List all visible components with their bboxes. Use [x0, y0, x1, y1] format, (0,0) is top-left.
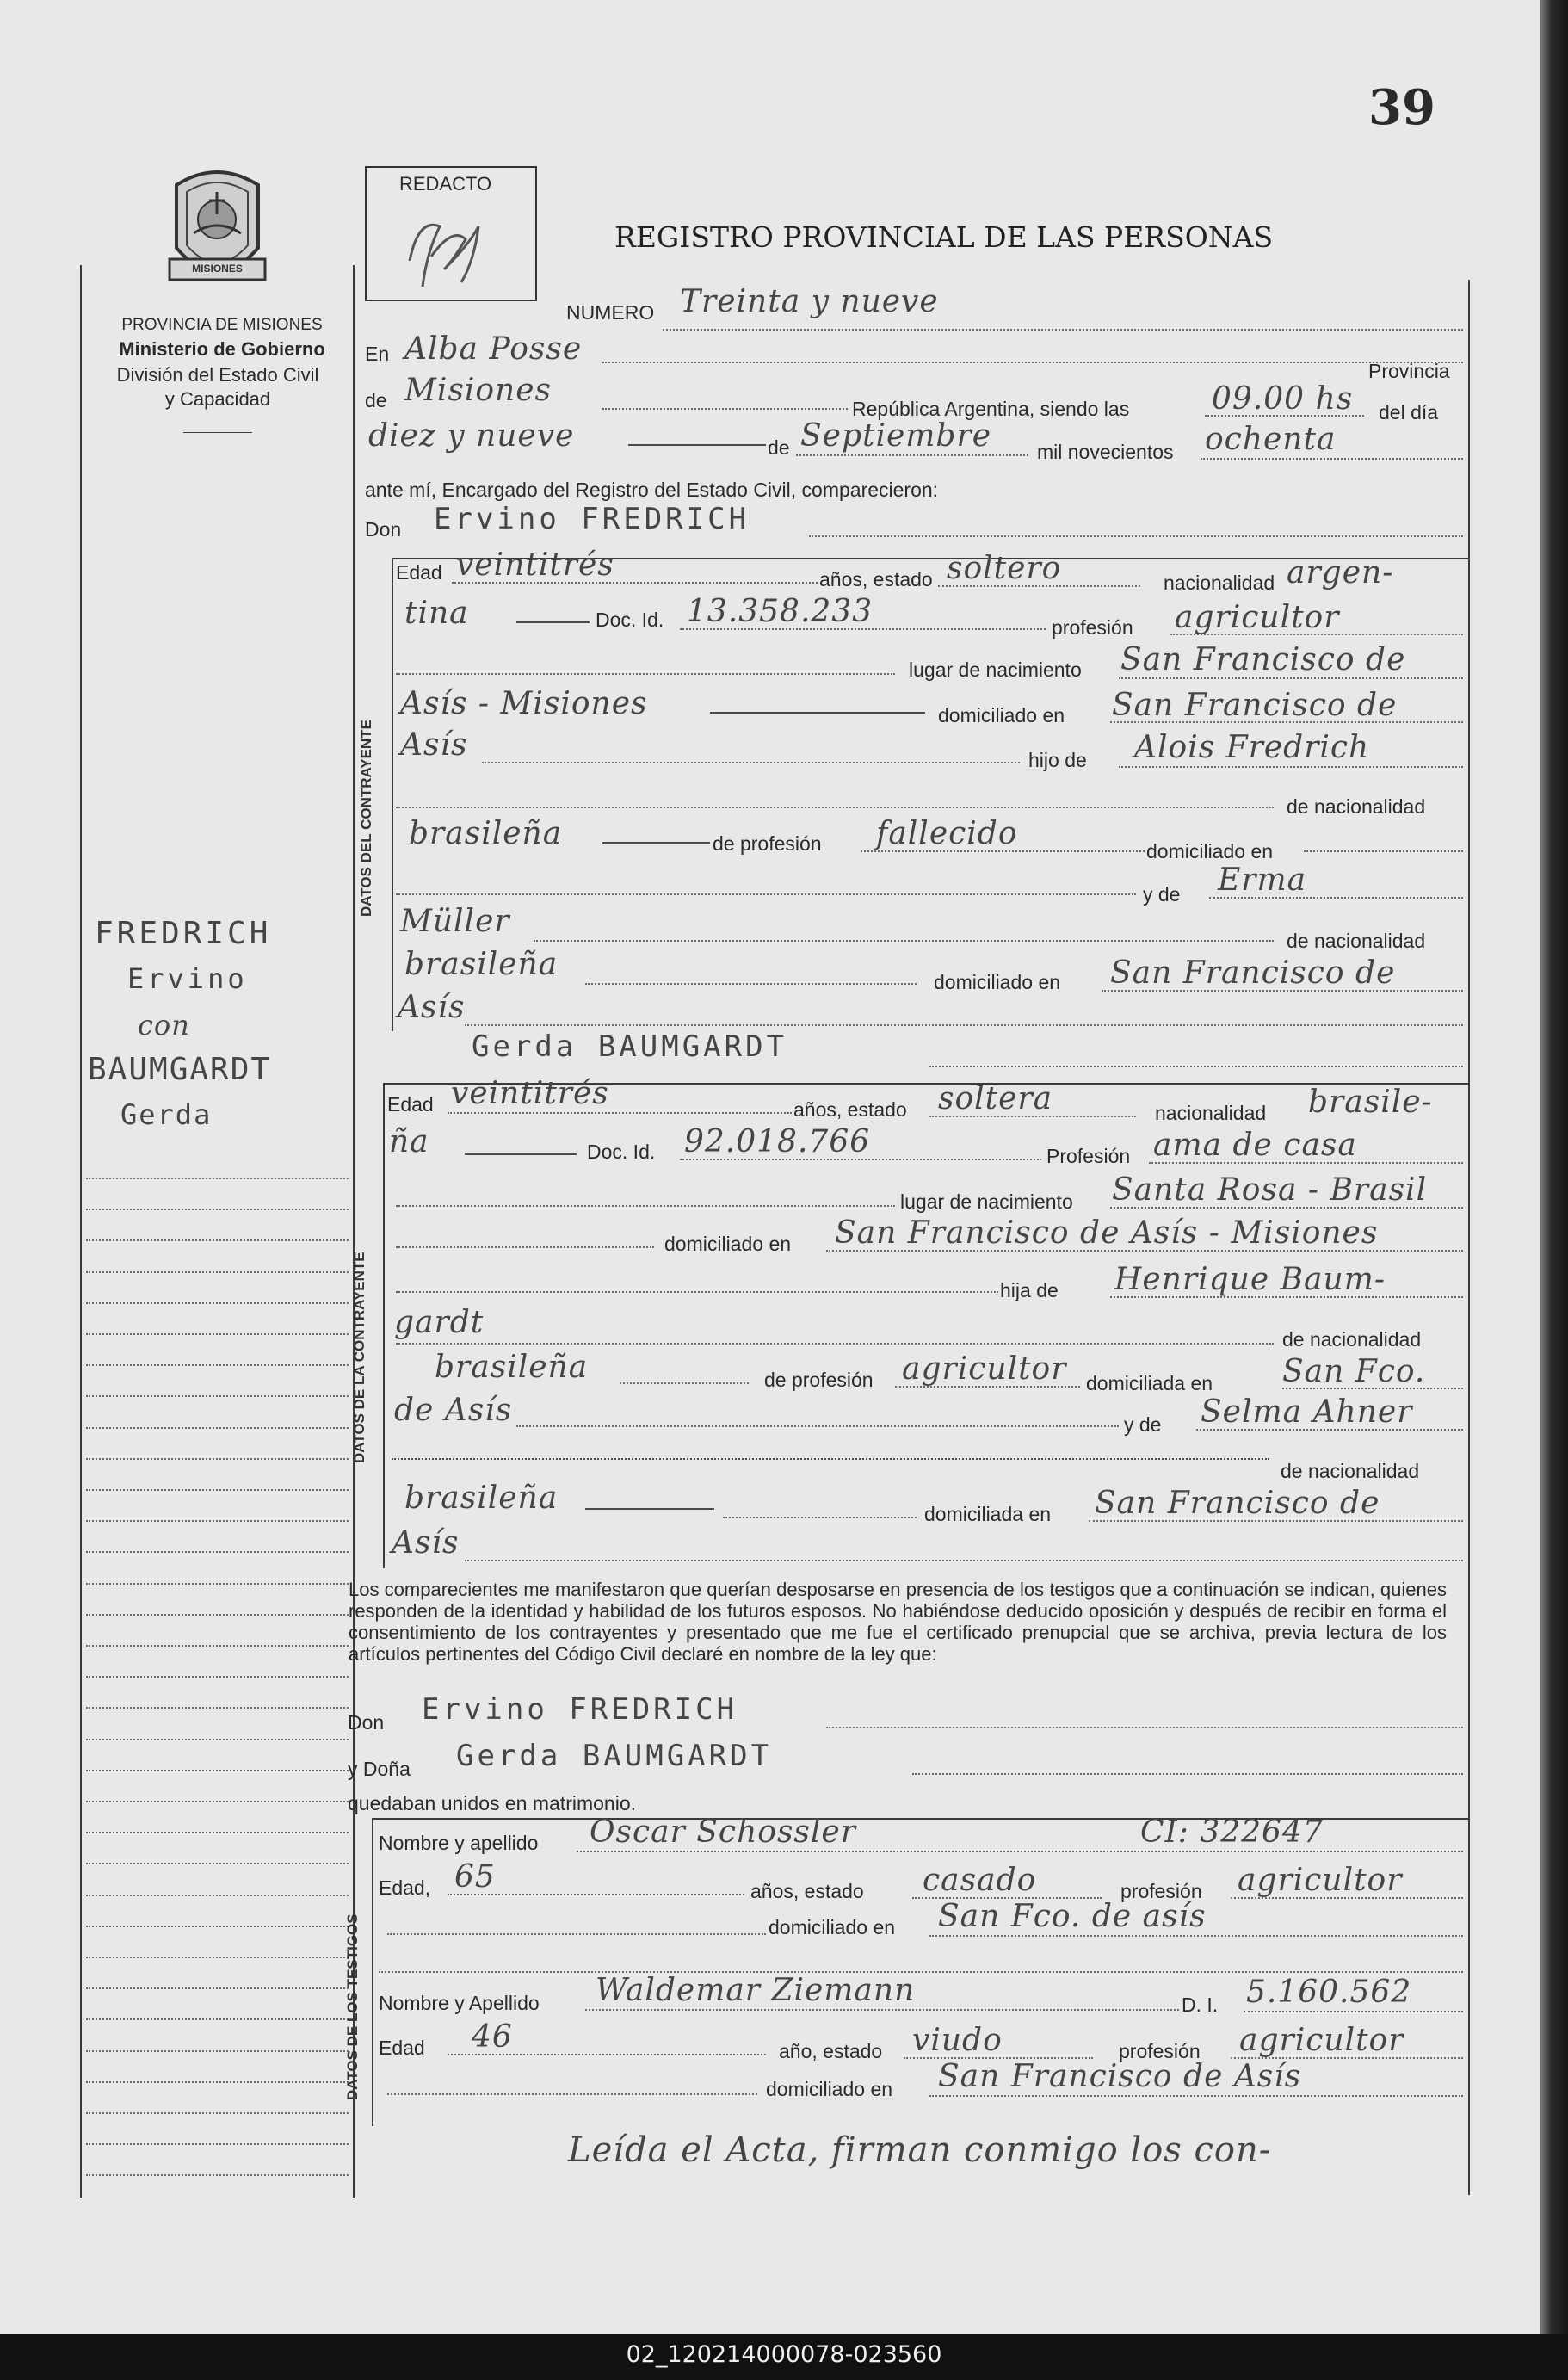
footer-bar	[0, 2334, 1568, 2380]
margin-ruled-line	[86, 2143, 349, 2145]
de-mes-label: de	[768, 436, 790, 459]
margin-ruled-line	[86, 1895, 349, 1896]
domicilio-value: San Francisco de	[1112, 688, 1398, 723]
f-madre-value: Selma Ahner	[1201, 1394, 1413, 1430]
fill-line	[396, 807, 1274, 808]
fill-line	[602, 362, 1463, 363]
t1-edad-label: Edad,	[379, 1876, 431, 1899]
page-number: 39	[1368, 79, 1435, 136]
division-header: División del Estado Civil	[116, 364, 319, 386]
dia-value: diez y nueve	[368, 418, 575, 454]
margin-ruled-line	[86, 1271, 349, 1273]
fill-line	[1110, 1296, 1463, 1298]
f-de-profesion-label: de profesión	[764, 1369, 874, 1391]
t1-estado-value: casado	[923, 1863, 1037, 1898]
f-madre-dom-value: San Francisco de	[1095, 1486, 1380, 1521]
de-profesion-label: de profesión	[713, 832, 822, 855]
estado-value: soltero	[947, 551, 1062, 586]
hijo-label: hijo de	[1028, 749, 1087, 771]
fill-line	[387, 1933, 766, 1935]
fill-line	[929, 1066, 1463, 1067]
fill-line	[379, 1971, 1463, 1973]
margin-ruled-line	[86, 1239, 349, 1241]
republica-label: República Argentina, siendo las	[852, 398, 1130, 420]
margin-ruled-line	[86, 1707, 349, 1709]
fill-line	[396, 1291, 998, 1293]
contrayente-side-label: DATOS DEL CONTRAYENTE	[358, 720, 374, 917]
left-column-border	[80, 265, 82, 2198]
margin-ruled-line	[86, 1520, 349, 1522]
margin-ruled-line	[86, 1458, 349, 1460]
nacionalidad-value-cont: tina	[404, 596, 469, 631]
fill-line	[534, 940, 1274, 942]
f-madre-dom-value-cont: Asís	[392, 1525, 460, 1561]
fill-line	[1119, 766, 1463, 768]
margin-ruled-line	[86, 1957, 349, 1958]
t1-edad-value: 65	[454, 1859, 496, 1895]
f-doc-value: 92.018.766	[684, 1124, 871, 1159]
t1-ci-value: CI: 322647	[1140, 1814, 1324, 1850]
fill-line	[1201, 458, 1463, 460]
fill-line	[1282, 1388, 1463, 1389]
t2-di-value: 5.160.562	[1246, 1975, 1412, 2010]
doc-label: Doc. Id.	[596, 609, 664, 631]
fill-line	[938, 585, 1140, 587]
madre-nac-value: brasileña	[404, 947, 559, 982]
anio-value: ochenta	[1205, 422, 1337, 457]
fill-line	[826, 1727, 1463, 1728]
fill-line	[861, 850, 1145, 852]
de-nacionalidad-label: de nacionalidad	[1287, 795, 1426, 818]
margin-note-line: BAUMGARDT	[88, 1052, 272, 1087]
madre-domiciliado-label: domiciliado en	[934, 971, 1061, 993]
margin-ruled-line	[86, 1801, 349, 1802]
fill-line	[929, 2095, 1463, 2097]
margin-ruled-line	[86, 1645, 349, 1647]
hora-value: 09.00 hs	[1212, 381, 1354, 417]
f-profesion-label: Profesión	[1046, 1145, 1131, 1167]
t1-profesion-label: profesión	[1120, 1880, 1202, 1902]
t2-estado-value: viudo	[912, 2023, 1003, 2058]
fill-line	[396, 1205, 895, 1207]
domicilio-value-cont: Asís	[400, 727, 468, 763]
fill-line	[929, 1935, 1463, 1937]
f-domiciliada-label: domiciliada en	[1086, 1372, 1213, 1394]
t2-profesion-label: profesión	[1119, 2040, 1201, 2062]
division-header-line2: y Capacidad	[164, 388, 271, 410]
edad-label: Edad	[396, 561, 442, 584]
t2-di-label: D. I.	[1182, 1994, 1219, 2016]
padre-nac-value: brasileña	[409, 816, 563, 851]
fill-line	[809, 535, 1463, 537]
margin-ruled-line	[86, 1209, 349, 1210]
quedaban-label: quedaban unidos en matrimonio.	[348, 1792, 637, 1814]
provincial-seal-icon	[159, 166, 275, 294]
provincia-label: Provincia	[1368, 360, 1450, 382]
de-label: de	[365, 389, 387, 411]
margin-note-line: Gerda	[120, 1098, 213, 1131]
domiciliado-en-label: domiciliado en	[1146, 840, 1274, 862]
fill-line	[710, 712, 925, 714]
f-padre-value: Henrique Baum-	[1114, 1262, 1386, 1297]
padre-value: Alois Fredrich	[1134, 730, 1370, 765]
fill-line	[516, 621, 590, 623]
f-lugar-value: Santa Rosa - Brasil	[1112, 1172, 1428, 1208]
t2-edad-value: 46	[472, 2019, 513, 2055]
decl-dona-name: Gerda BAUMGARDT	[456, 1739, 773, 1773]
f-anos-estado-label: años, estado	[793, 1098, 907, 1121]
fill-line	[628, 444, 766, 446]
f-lugar-label: lugar de nacimiento	[900, 1190, 1073, 1213]
fill-line	[396, 1246, 654, 1248]
fill-line	[585, 2009, 1179, 2011]
profesion-label: profesión	[1052, 616, 1133, 639]
madre-dom-value-cont: Asís	[398, 990, 466, 1025]
fill-line	[577, 1851, 1463, 1852]
profesion-value: agricultor	[1175, 600, 1340, 635]
fill-line	[895, 1386, 1080, 1388]
mil-label: mil novecientos	[1037, 441, 1174, 463]
f-profesion-value: ama de casa	[1153, 1128, 1357, 1163]
closing-text: Leída el Acta, firman conmigo los con-	[568, 2130, 1272, 2170]
t1-domicilio-value: San Fco. de asís	[938, 1899, 1207, 1934]
fill-line	[465, 1560, 1463, 1561]
f-doc-label: Doc. Id.	[587, 1141, 656, 1163]
province-header: PROVINCIA DE MISIONES	[121, 316, 323, 334]
ante-label: ante mí, Encargado del Registro del Estado Civil, comparecieron:	[365, 479, 939, 501]
t2-nombre-value: Waldemar Ziemann	[596, 1973, 916, 2008]
f-nacionalidad-value: brasile-	[1308, 1085, 1433, 1120]
fill-line	[620, 1382, 749, 1384]
fill-line	[465, 1024, 1463, 1026]
hija-label: hija de	[1000, 1279, 1059, 1301]
f-padre-value-cont: gardt	[394, 1305, 485, 1340]
margin-ruled-line	[86, 1863, 349, 1864]
redacto-label: REDACTO	[399, 173, 492, 195]
y-de-label: y de	[1143, 883, 1181, 906]
margin-ruled-line	[86, 2050, 349, 2052]
f-de-nacionalidad-label: de nacionalidad	[1282, 1328, 1422, 1351]
fill-line	[1231, 1897, 1463, 1899]
fill-line	[602, 408, 848, 410]
margin-ruled-line	[86, 1676, 349, 1678]
dona-name: Gerda BAUMGARDT	[472, 1029, 788, 1064]
fill-line	[465, 1153, 577, 1155]
fill-line	[396, 673, 895, 675]
nacionalidad-value: argen-	[1287, 555, 1394, 590]
place-value: Alba Posse	[404, 331, 583, 367]
edad-value: veintitrés	[456, 547, 614, 583]
margin-note-line: Ervino	[127, 962, 248, 995]
fill-line	[1209, 897, 1463, 899]
fill-line	[1196, 1429, 1463, 1431]
margin-ruled-line	[86, 1178, 349, 1179]
margin-ruled-line	[86, 1395, 349, 1397]
fill-line	[448, 1894, 744, 1895]
fill-line	[392, 1458, 1269, 1460]
f-madre-nac-value: brasileña	[404, 1481, 559, 1516]
margin-ruled-line	[86, 1551, 349, 1553]
margin-ruled-line	[86, 1770, 349, 1771]
f-de-nacionalidad-label-2: de nacionalidad	[1281, 1460, 1420, 1482]
fill-line	[448, 2054, 766, 2055]
fill-line	[723, 1517, 917, 1518]
numero-value: Treinta y nueve	[680, 284, 939, 319]
fill-line	[602, 842, 710, 844]
t2-domiciliado-label: domiciliado en	[766, 2078, 893, 2100]
ministry-header: Ministerio de Gobierno	[119, 338, 325, 360]
margin-ruled-line	[86, 1614, 349, 1616]
anos-estado-label: años, estado	[819, 568, 933, 590]
province-value: Misiones	[404, 373, 553, 408]
margin-ruled-line	[86, 1364, 349, 1366]
margin-ruled-line	[86, 1489, 349, 1491]
decl-don-name: Ervino FREDRICH	[422, 1692, 738, 1727]
margin-ruled-line	[86, 2018, 349, 2020]
fill-line	[396, 1343, 1274, 1345]
madre-value: Erma	[1218, 862, 1307, 898]
margin-ruled-line	[86, 1739, 349, 1740]
don-label: Don	[365, 518, 402, 541]
margin-ruled-line	[86, 2112, 349, 2114]
declaration-text: Los comparecientes me manifestaron que querían desposarse en presencia de los testigos que a continuación se indican, quienes responden de la identidad y habilidad de los futuros esposos. No habiéndose deducido oposición y después de recibir en forma el consentimiento de los contrayentes y presentado que me fue el certificado prenupcial que se archiva, previa lectura de los artículos pertinentes del Código Civil declaré en nombre de la ley que:	[349, 1579, 1447, 1665]
f-padre-dom-value-cont: de Asís	[394, 1393, 513, 1428]
t1-domiciliado-label: domiciliado en	[769, 1916, 896, 1938]
fill-line	[1119, 677, 1463, 679]
t2-domicilio-value: San Francisco de Asís	[938, 2059, 1302, 2094]
f-y-de-label: y de	[1124, 1413, 1162, 1436]
fill-line	[1089, 1520, 1463, 1522]
t2-ano-estado-label: año, estado	[779, 2040, 883, 2062]
madre-dom-value: San Francisco de	[1110, 955, 1396, 991]
f-edad-value: veintitrés	[451, 1076, 609, 1111]
fill-line	[1170, 634, 1463, 635]
book-spine-edge	[1540, 0, 1568, 2334]
fill-line	[1304, 850, 1463, 852]
fill-line	[680, 628, 1046, 630]
fill-line	[1205, 415, 1364, 417]
margin-ruled-line	[86, 1583, 349, 1585]
de-nacionalidad-label-2: de nacionalidad	[1287, 930, 1426, 952]
t1-anos-estado-label: años, estado	[750, 1880, 864, 1902]
redactor-initials-signature	[392, 201, 504, 295]
redacto-box	[365, 166, 537, 301]
fill-line	[448, 1112, 792, 1114]
decl-don-label: Don	[348, 1711, 385, 1734]
mes-value: Septiembre	[800, 418, 991, 454]
fill-line	[1244, 2011, 1463, 2012]
fill-line	[1102, 990, 1463, 992]
fill-line	[516, 1425, 1119, 1427]
fill-line	[585, 1508, 714, 1510]
lugar-value-cont: Asís - Misiones	[400, 686, 648, 721]
numero-label: NUMERO	[566, 301, 655, 324]
fill-line	[826, 1250, 1463, 1252]
margin-ruled-line	[86, 1987, 349, 1989]
t1-nombre-value: Oscar Schossler	[590, 1814, 856, 1850]
fill-line	[1110, 721, 1463, 723]
fill-line	[452, 582, 818, 584]
fill-line	[680, 1159, 1041, 1160]
margin-note-line: con	[138, 1009, 190, 1042]
domiciliado-label: domiciliado en	[938, 704, 1065, 726]
contrayenta-side-label: DATOS DE LA CONTRAYENTE	[351, 1252, 367, 1463]
fill-line	[929, 1116, 1136, 1117]
madre-apellido-value: Müller	[400, 904, 510, 939]
del-dia-label: del día	[1379, 401, 1439, 423]
f-nacionalidad-value-cont: ña	[389, 1124, 429, 1159]
fill-line	[396, 893, 1136, 895]
f-edad-label: Edad	[387, 1093, 434, 1116]
f-domiciliada-en-label: domiciliada en	[924, 1503, 1052, 1525]
f-padre-prof-value: agricultor	[902, 1351, 1067, 1387]
f-padre-nac-value: brasileña	[435, 1350, 589, 1385]
margin-ruled-line	[86, 1333, 349, 1335]
footer-id: 02_120214000078-023560	[626, 2341, 942, 2368]
margin-ruled-line	[86, 1302, 349, 1304]
t2-profesion-value: agricultor	[1239, 2023, 1404, 2058]
f-estado-value: soltera	[938, 1081, 1053, 1116]
t1-nombre-label: Nombre y apellido	[379, 1832, 539, 1854]
doc-value: 13.358.233	[687, 594, 874, 629]
en-label: En	[365, 343, 390, 365]
f-domicilio-value: San Francisco de Asís - Misiones	[835, 1215, 1379, 1251]
lugar-label: lugar de nacimiento	[909, 658, 1082, 681]
don-name: Ervino FREDRICH	[434, 502, 750, 536]
margin-ruled-line	[86, 1926, 349, 1927]
f-nacionalidad-label: nacionalidad	[1155, 1102, 1267, 1124]
document-title: REGISTRO PROVINCIAL DE LAS PERSONAS	[614, 220, 1274, 254]
t2-edad-label: Edad	[379, 2037, 425, 2059]
column-divider	[353, 265, 355, 2198]
margin-note-line: FREDRICH	[95, 916, 272, 951]
f-domiciliado-label: domiciliado en	[664, 1233, 792, 1255]
fill-line	[1149, 1162, 1463, 1164]
fill-line	[585, 983, 917, 985]
margin-ruled-line	[86, 2174, 349, 2176]
fill-line	[1110, 1207, 1463, 1209]
header-rule	[183, 432, 252, 433]
margin-ruled-line	[86, 1832, 349, 1833]
f-padre-dom-value: San Fco.	[1282, 1354, 1426, 1389]
t1-profesion-value: agricultor	[1238, 1863, 1403, 1898]
lugar-value: San Francisco de	[1120, 642, 1406, 677]
nacionalidad-label: nacionalidad	[1164, 572, 1275, 594]
margin-ruled-line	[86, 2081, 349, 2083]
fill-line	[387, 2093, 757, 2095]
fill-line	[912, 1773, 1463, 1775]
fill-line	[796, 454, 1028, 456]
decl-y-dona-label: y Doña	[348, 1758, 411, 1780]
margin-ruled-line	[86, 1427, 349, 1429]
testigos-side-label: DATOS DE LOS TESTIGOS	[344, 1913, 361, 2100]
t2-nombre-label: Nombre y Apellido	[379, 1992, 540, 2014]
fill-line	[482, 762, 1020, 763]
seal-text: MISIONES	[192, 263, 243, 275]
fill-line	[663, 329, 1463, 331]
padre-prof-value: fallecido	[876, 816, 1018, 851]
